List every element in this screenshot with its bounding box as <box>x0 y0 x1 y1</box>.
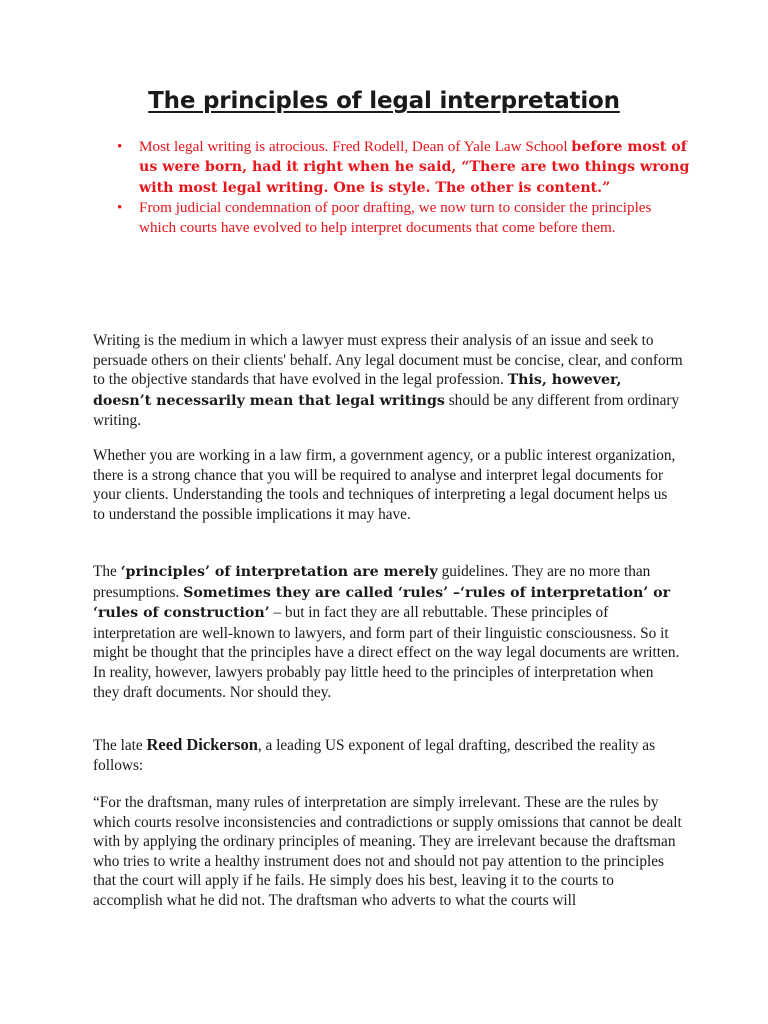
bullet-text: From judicial condemnation of poor drafting, we now turn to consider the principles which courts have evolved to help interpret documents that come before them. <box>139 198 652 237</box>
bullet-list <box>115 137 690 238</box>
author-name: Reed Dickerson <box>146 735 258 754</box>
bullet-text-bold: before most of us were born, had it right when he said, “There are two things wrong with most legal writing. One is style. The other is content.” <box>139 139 690 196</box>
paragraph-1 <box>93 331 683 431</box>
paragraph-text: guidelines. They are no more than presumptions. <box>93 563 651 601</box>
paragraph-text: – but in fact they are all rebuttable. These principles of interpretation are well-known to lawyers, and form part of their linguistic consciousness. So it might be thought that the principles have a direct effect on the way legal documents are written. In reality, however, lawyers probably pay little heed to the principles of interpretation when they draft documents. Nor should they. <box>93 604 680 701</box>
page-title: The principles of legal interpretation <box>148 88 620 114</box>
paragraph-4 <box>93 735 683 775</box>
quote-paragraph: “For the draftsman, many rules of interpretation are simply irrelevant. These are the rules by which courts resolve inconsistencies and contradictions or supply omissions that cannot be dealt with by applying the ordinary principles of meaning. They are irrelevant because the draftsman who tries to write a healthy instrument does not and should not pay attention to the principles that the court will apply if he fails. He simply does his best, leaving it to the courts to accomplish what he did not. The draftsman who adverts to what the courts will <box>93 794 682 909</box>
paragraph-text: , a leading US exponent of legal drafting, described the reality as follows: <box>93 737 656 774</box>
paragraph-bold-text: ‘principles’ of interpretation are merely <box>120 564 438 580</box>
bullet-icon: • <box>117 138 123 155</box>
paragraph-bold-text: This, however, doesn’t necessarily mean that legal writings <box>93 372 622 409</box>
paragraph-bold-text: Sometimes they are called ‘rules’ –‘rules of interpretation’ or ‘rules of construction’ <box>93 584 671 622</box>
list-item <box>115 137 690 198</box>
paragraph-2: Whether you are working in a law firm, a government agency, or a public interest organization, there is a strong chance that you will be required to analyse and interpret legal documents for your clients. Understanding the tools and techniques of interpreting a legal document helps us to understand the possible implications it may have. <box>93 447 676 523</box>
paragraph-text: Writing is the medium in which a lawyer must express their analysis of an issue and seek to persuade others on their clients' behalf. Any legal document must be concise, clear, and conform to the objective standards that have evolved in the legal profession. <box>93 332 683 389</box>
paragraph-text: The <box>93 563 121 580</box>
list-item <box>115 198 690 239</box>
paragraph-3 <box>93 562 683 702</box>
bullet-icon: • <box>117 198 123 216</box>
paragraph-text: should be any different from ordinary writing. <box>93 391 680 430</box>
bullet-text: Most legal writing is atrocious. Fred Rodell, Dean of Yale Law School <box>139 138 568 155</box>
paragraph-text: The late <box>93 737 147 754</box>
